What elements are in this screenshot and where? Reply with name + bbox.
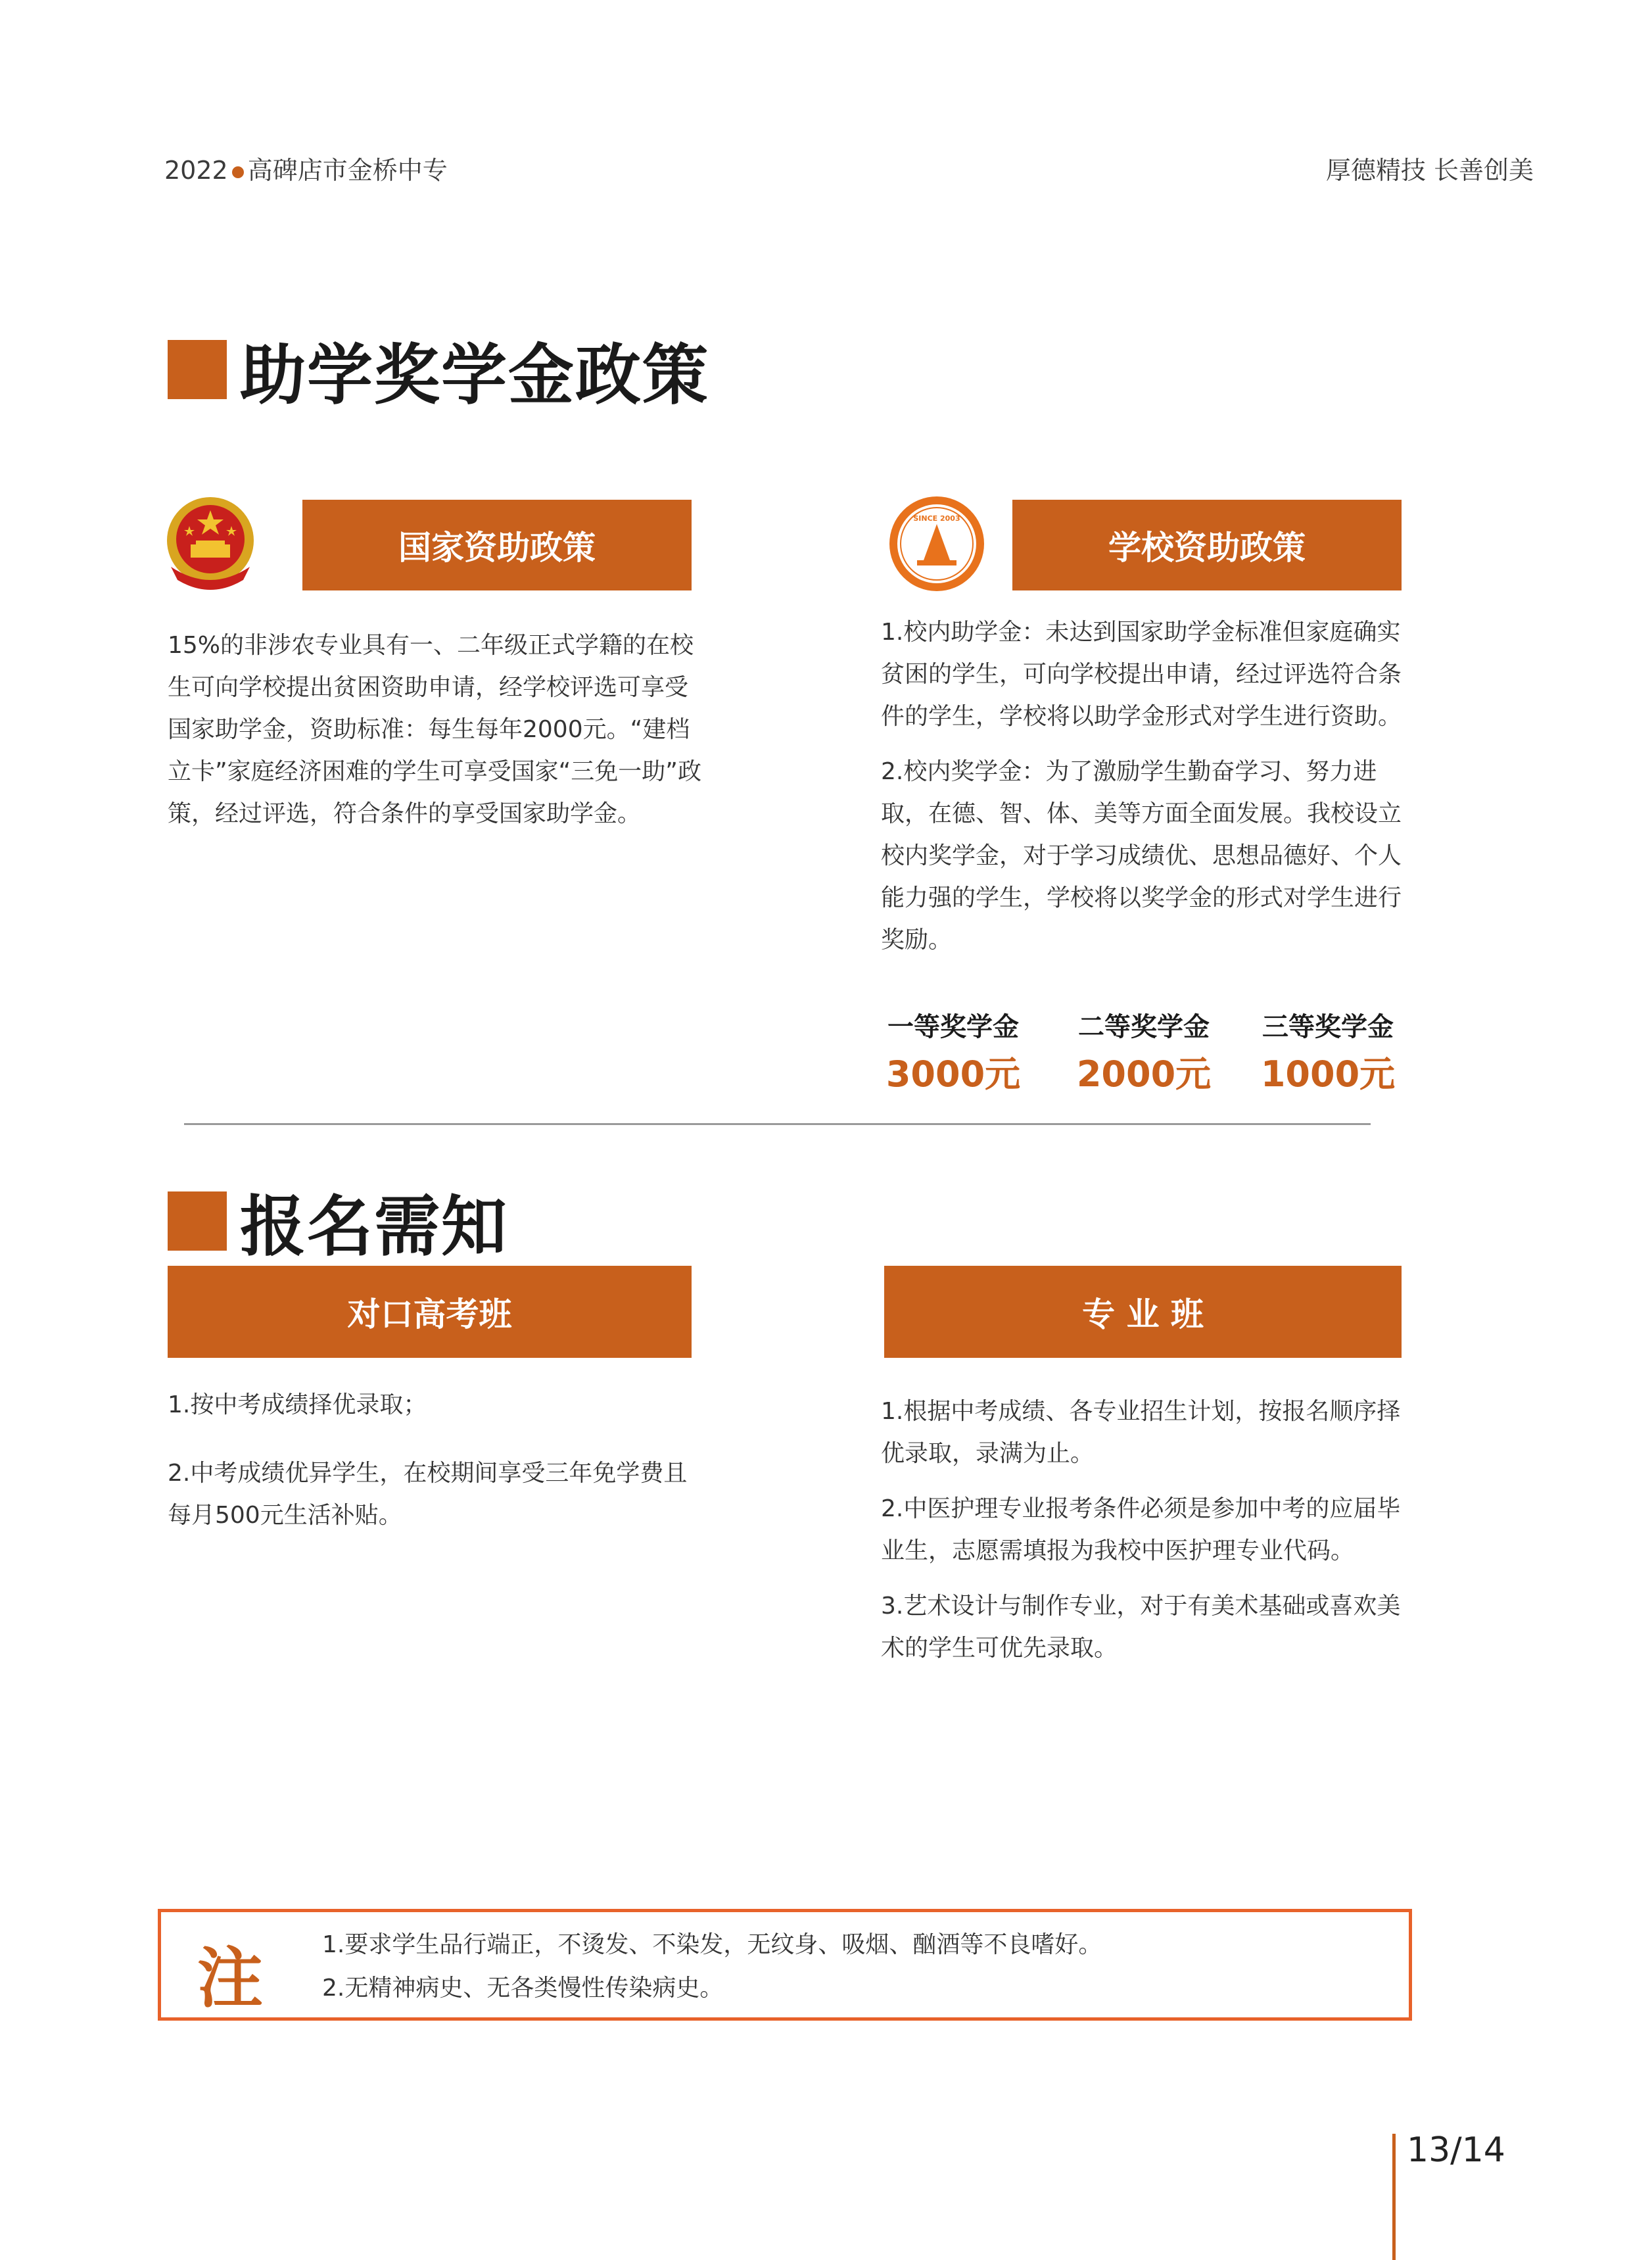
page-marker-bar xyxy=(1392,2134,1396,2260)
school-emblem-text: SINCE 2003 xyxy=(913,514,960,523)
note-line-1: 1.要求学生品行端正，不烫发、不染发，无纹身、吸烟、酗酒等不良嗜好。 xyxy=(322,1931,1102,1958)
page-number: 13/14 xyxy=(1407,2130,1505,2170)
award-first xyxy=(874,1006,1032,1097)
exam-class-item: 2.中考成绩优异学生，在校期间享受三年免学费且每月500元生活补贴。 xyxy=(168,1460,688,1529)
major-class-item: 2.中医护理专业报考条件必须是参加中考的应届毕业生，志愿需填报为我校中医护理专业代码。 xyxy=(881,1495,1401,1564)
school-aid-item: 1.校内助学金：未达到国家助学金标准但家庭确实贫困的学生，可向学校提出申请，经过评选符合条件的学生，学校将以助学金形式对学生进行资助。 xyxy=(881,619,1402,730)
aid-section-heading xyxy=(168,322,709,417)
national-policy-text: 15%的非涉农专业具有一、二年级正式学籍的在校生可向学校提出贫困资助申请，经学校评选可享受国家助学金，资助标准：每生每年2000元。“建档立卡”家庭经济困难的学生可享受国家“三免一助”政策，经过评选，符合条件的享受国家助学金。 xyxy=(168,632,701,827)
note-box xyxy=(158,1909,1412,2021)
header-dot xyxy=(232,166,244,178)
exam-class-label: 对口高考班 xyxy=(168,1266,692,1358)
section-divider xyxy=(184,1123,1371,1125)
header-school: 高碑店市金桥中专 xyxy=(247,156,448,185)
award-third-name: 三等奖学金 xyxy=(1262,1012,1394,1042)
award-second-amount: 2000元 xyxy=(1076,1053,1212,1095)
header-left xyxy=(164,150,448,186)
major-class-text xyxy=(881,1391,1407,1683)
award-first-amount: 3000元 xyxy=(885,1053,1021,1095)
note-line-2: 2.无精神病史、无各类慢性传染病史。 xyxy=(322,1975,724,2002)
school-policy-label: 学校资助政策 xyxy=(1012,500,1402,590)
award-second-name: 二等奖学金 xyxy=(1078,1012,1210,1042)
award-third xyxy=(1249,1006,1407,1097)
exam-class-item: 1.按中考成绩择优录取； xyxy=(168,1391,427,1418)
header-year: 2022 xyxy=(164,156,228,185)
award-third-amount: 1000元 xyxy=(1260,1053,1396,1095)
enroll-section-heading xyxy=(168,1174,508,1268)
note-mark: 注 xyxy=(197,1940,263,2017)
national-policy-label: 国家资助政策 xyxy=(302,500,692,590)
header-motto: 厚德精技 长善创美 xyxy=(1325,156,1534,185)
enroll-section-title: 报名需知 xyxy=(240,1188,508,1265)
award-second xyxy=(1065,1006,1223,1097)
school-emblem-icon xyxy=(887,494,986,593)
major-class-item: 3.艺术设计与制作专业，对于有美术基础或喜欢美术的学生可优先录取。 xyxy=(881,1593,1401,1662)
school-policy-text xyxy=(881,612,1407,974)
aid-section-title: 助学奖学金政策 xyxy=(240,337,709,414)
national-emblem-icon xyxy=(164,494,256,593)
major-class-item: 1.根据中考成绩、各专业招生计划，按报名顺序择优录取，录满为止。 xyxy=(881,1398,1401,1467)
title-marker xyxy=(168,1191,227,1251)
title-marker xyxy=(168,340,227,399)
award-first-name: 一等奖学金 xyxy=(887,1012,1019,1042)
school-scholarship-item: 2.校内奖学金：为了激励学生勤奋学习、努力进取，在德、智、体、美等方面全面发展。我校设立校内奖学金，对于学习成绩优、思想品德好、个人能力强的学生，学校将以奖学金的形式对学生进行奖励。 xyxy=(881,758,1402,953)
exam-class-text xyxy=(168,1384,707,1550)
major-class-label: 专 业 班 xyxy=(884,1266,1402,1358)
